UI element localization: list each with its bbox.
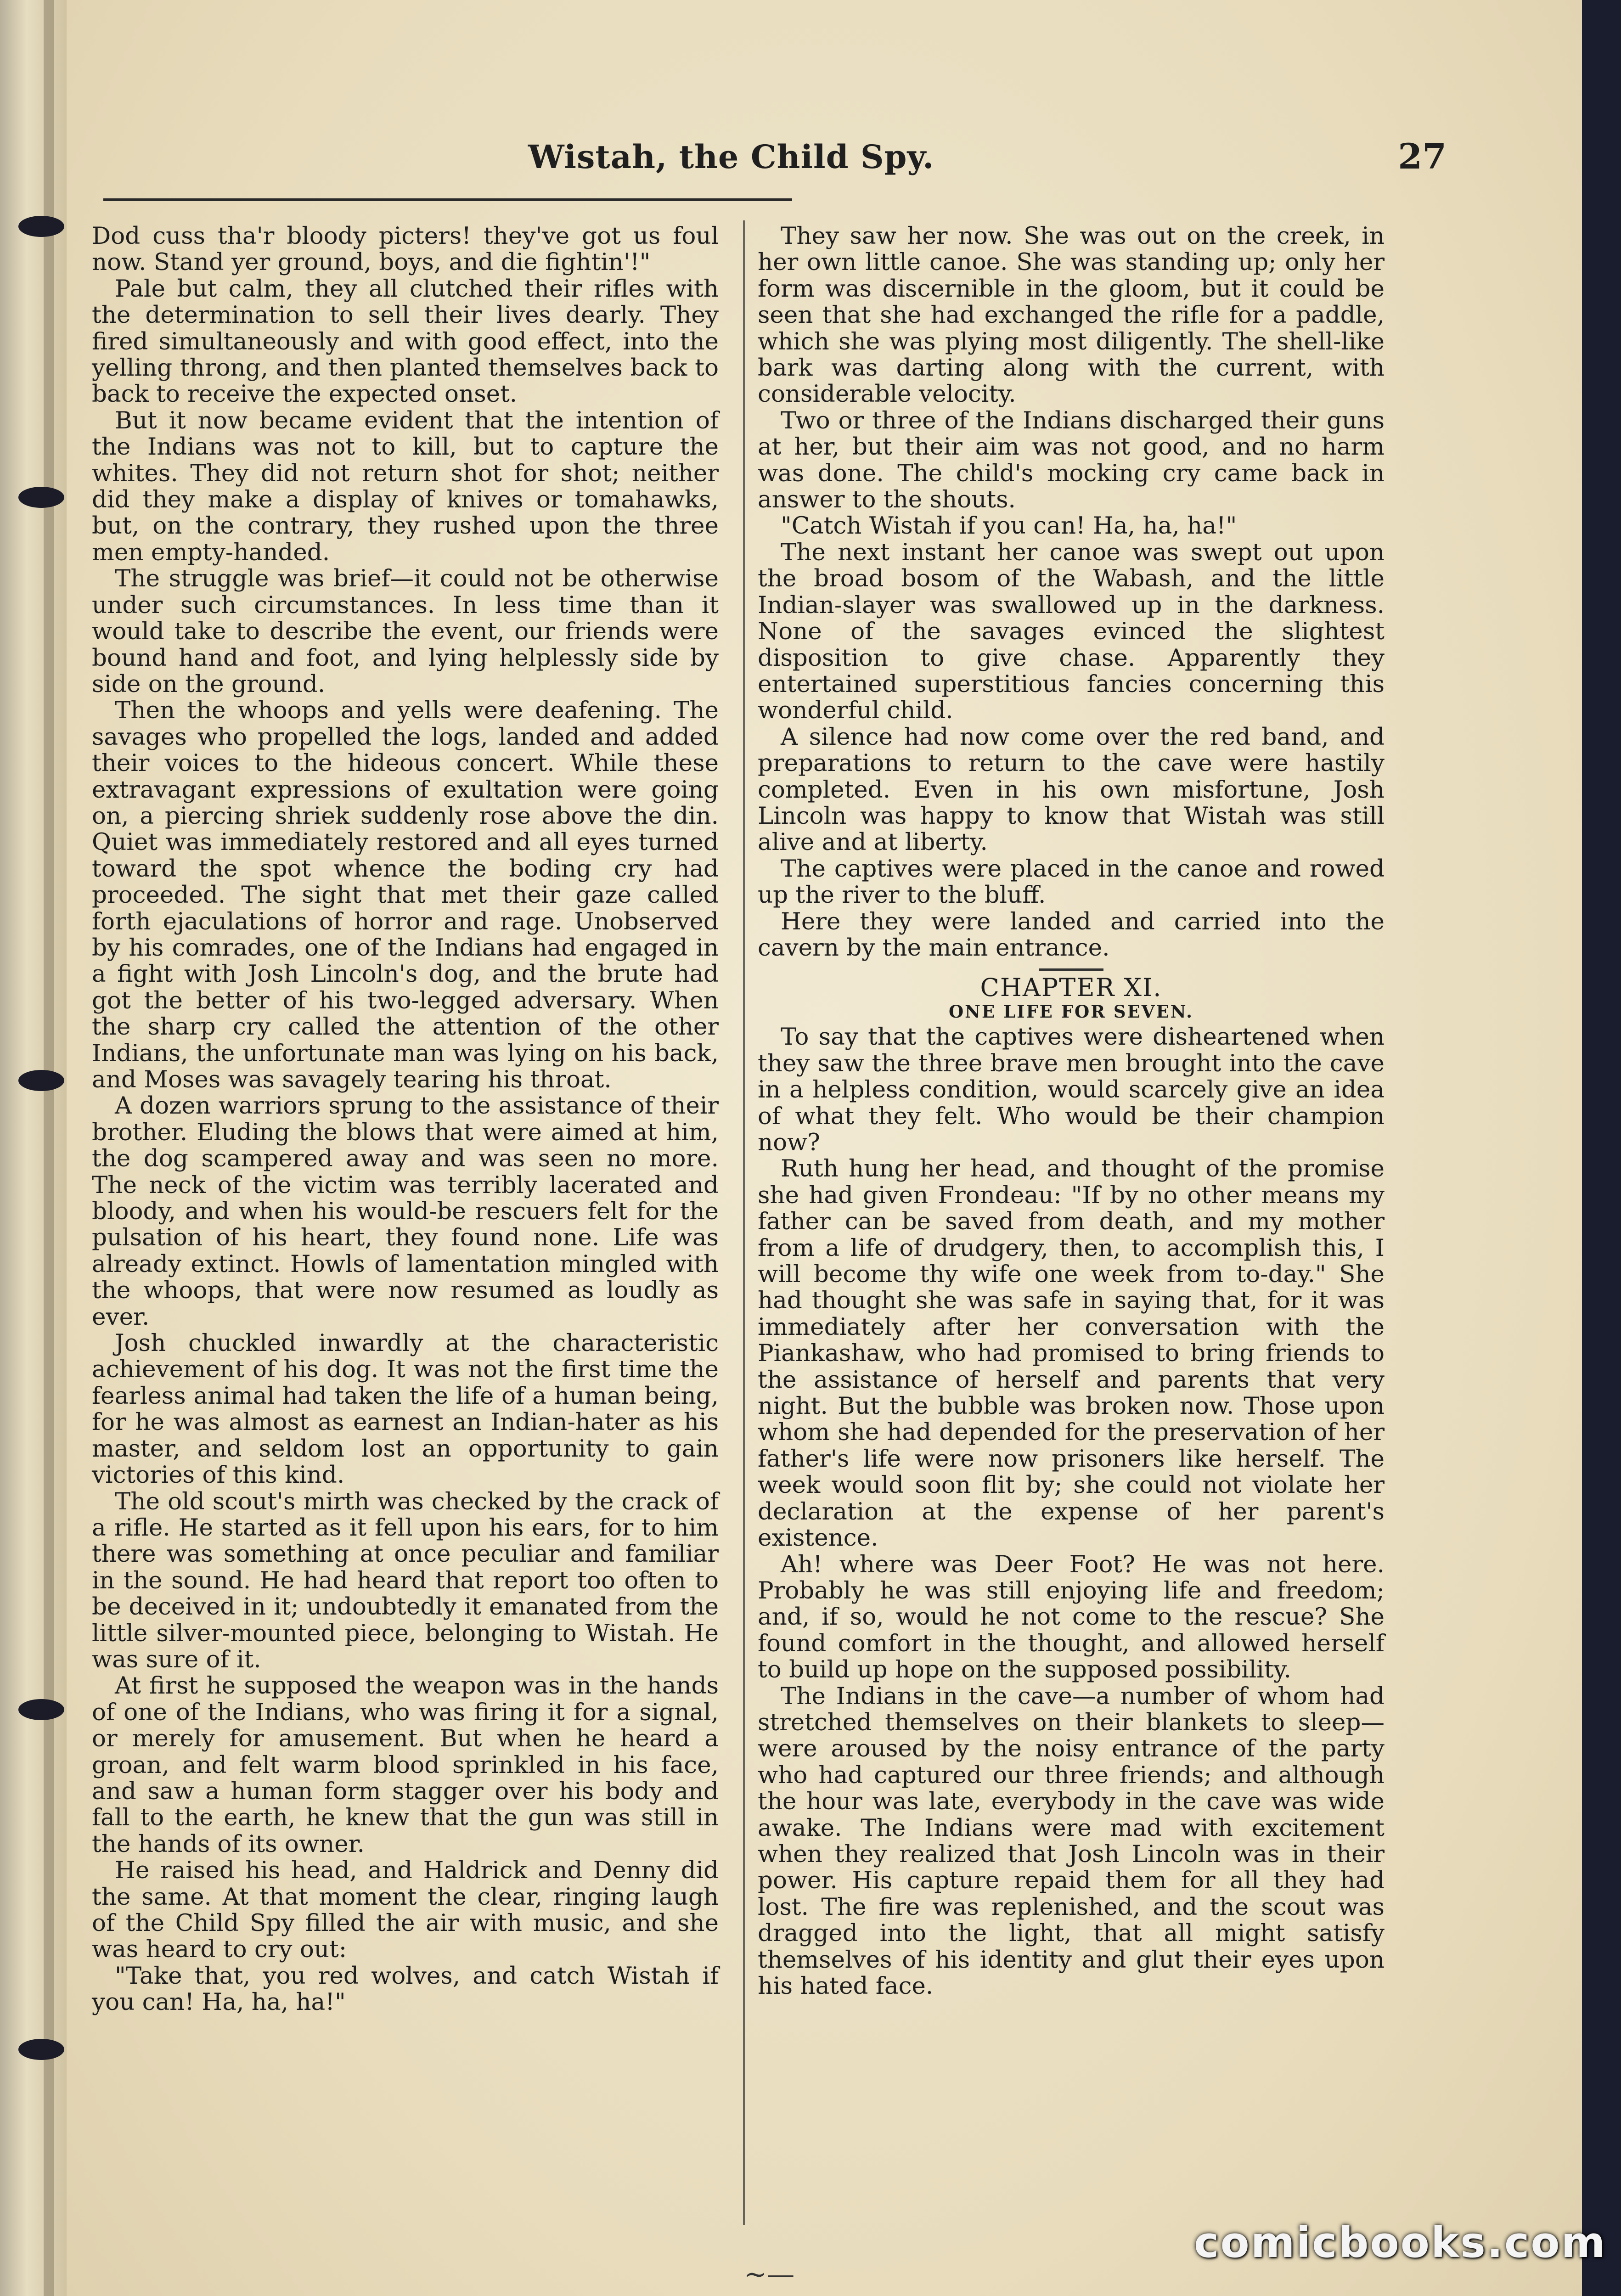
paragraph: Two or three of the Indians discharged their guns at her, but their aim was not good, and no harm was done. The child's mocking cry came back in answer to the shouts. xyxy=(758,406,1385,514)
header-rule xyxy=(103,198,792,201)
binding-stitch xyxy=(18,1070,64,1091)
page-number: 27 xyxy=(1398,136,1447,177)
chapter-subtitle: ONE LIFE FOR SEVEN. xyxy=(948,1002,1194,1022)
binding-stitch xyxy=(18,216,64,237)
paragraph: The old scout's mirth was checked by the crack of a rifle. He started as it fell upon his ears, for to him there was something at once peculiar and familiar in the sound. He had heard that report too often to be deceived in it; undoubtedly it emanated from the little silver-mounted piece, belonging to Wistah. He was sure of it. xyxy=(92,1487,719,1673)
paragraph: "Catch Wistah if you can! Ha, ha, ha!" xyxy=(781,512,1237,540)
paragraph: Pale but calm, they all clutched their rifles with the determination to sell their lives dearly. They fired simultaneously and with good effect, into the yelling throng, and then planted themselves back to back to receive the expected onset. xyxy=(92,275,719,408)
paragraph: A silence had now come over the red band, and preparations to return to the cave were hastily completed. Even in his own misfortune, Josh Lincoln was happy to know that Wistah was still alive and at liberty. xyxy=(758,723,1385,856)
paragraph: The next instant her canoe was swept out upon the broad bosom of the Wabash, and the little Indian-slayer was swallowed up in the darkness. None of the savages evinced the slightest disposition to give chase. Apparently they entertained superstitious fancies concerning this wonderful child. xyxy=(758,538,1385,725)
running-header-title: Wistah, the Child Spy. xyxy=(528,138,934,176)
binding-stitch xyxy=(18,1699,64,1720)
paragraph: Ruth hung her head, and thought of the promise she had given Frondeau: "If by no other means my father can be saved from death, and my mother from a life of drudgery, then, to accomplish this, I will become thy wife one week from to-day." She had thought she was safe in saying that, for it was immediately after her conversation with the Piankashaw, who had promised to bring friends to the assistance of herself and parents that very night. But the bubble was broken now. Those upon whom she had depended for the preservation of her father's life were now prisoners like herself. The week would soon flit by; she could not violate her declaration at the expense of her parent's existence. xyxy=(758,1155,1385,1552)
paragraph: To say that the captives were disheartened when they saw the three brave men brought into the cave in a helpless condition, would scarcely give an idea of what they felt. Who would be their champion now? xyxy=(758,1023,1385,1156)
left-text-column xyxy=(92,223,719,2016)
paragraph: Here they were landed and carried into the cavern by the main entrance. xyxy=(758,907,1385,962)
binding-edge xyxy=(44,0,54,2296)
ornament-flourish-icon: ∼— xyxy=(744,2258,795,2290)
paragraph: At first he supposed the weapon was in the hands of one of the Indians, who was firing it for a signal, or merely for amusement. But when he heard a groan, and felt warm blood sprinkled in his face, and saw a human form stagger over his body and fall to the earth, he knew that the gun was still in the hands of its owner. xyxy=(92,1672,719,1858)
paragraph: The Indians in the cave—a number of whom had stretched themselves on their blankets to sleep—were aroused by the noisy entrance of the party who had captured our three friends; and although the hour was late, everybody in the cave was wide awake. The Indians were mad with excitement when they realized that Josh Lincoln was in their power. His capture repaid them for all they had lost. The fire was replenished, and the scout was dragged into the light, that all might satisfy themselves of his identity and glut their eyes upon his hated face. xyxy=(758,1682,1385,2000)
binding-stitch xyxy=(18,2039,64,2060)
chapter-title: CHAPTER XI. xyxy=(980,973,1162,1002)
site-watermark: comicbooks.com xyxy=(1194,2218,1607,2267)
cover-board xyxy=(1582,0,1621,2296)
paragraph: The captives were placed in the canoe and rowed up the river to the bluff. xyxy=(758,855,1385,909)
paragraph: A dozen warriors sprung to the assistance of their brother. Eluding the blows that were aimed at him, the dog scampered away and was seen no more. The neck of the victim was terribly lacerated and bloody, and when his would-be rescuers felt for the pulsation of his heart, they found none. Life was already extinct. Howls of lamentation mingled with the whoops, that were now resumed as loudly as ever. xyxy=(92,1092,719,1331)
right-text-column xyxy=(758,223,1385,1999)
paragraph: Then the whoops and yells were deafening. The savages who propelled the logs, landed and added their voices to the hideous concert. While these extravagant expressions of exultation were going on, a piercing shriek suddenly rose above the din. Quiet was immediately restored and all eyes turned toward the spot whence the boding cry had proceeded. The sight that met their gaze called forth ejaculations of horror and rage. Unobserved by his comrades, one of the Indians had engaged in a fight with Josh Lincoln's dog, and the brute had got the better of his two-legged adversary. When the sharp cry called the attention of the other Indians, the unfortunate man was lying on his back, and Moses was savagely tearing his throat. xyxy=(92,697,719,1093)
chapter-rule xyxy=(1039,968,1103,971)
paragraph: Dod cuss tha'r bloody picters! they've got us foul now. Stand yer ground, boys, and die fightin'!" xyxy=(92,222,719,276)
paragraph: "Take that, you red wolves, and catch Wistah if you can! Ha, ha, ha!" xyxy=(92,1962,719,2016)
binding-stitch xyxy=(18,487,64,508)
paragraph: Ah! where was Deer Foot? He was not here. Probably he was still enjoying life and freedom; and, if so, would he not come to the rescue? She found comfort in the thought, and allowed herself to build up hope on the supposed possibility. xyxy=(758,1550,1385,1684)
column-divider xyxy=(743,220,745,2225)
paragraph: They saw her now. She was out on the creek, in her own little canoe. She was standing up; only her form was discernible in the gloom, but it could be seen that she had exchanged the rifle for a paddle, which she was plying most diligently. The shell-like bark was darting along with the current, with considerable velocity. xyxy=(758,222,1385,408)
paragraph: Josh chuckled inwardly at the characteristic achievement of his dog. It was not the first time the fearless animal had taken the life of a human being, for he was almost as earnest an Indian-hater as his master, and seldom lost an opportunity to gain victories of this kind. xyxy=(92,1329,719,1489)
paragraph: The struggle was brief—it could not be otherwise under such circumstances. In less time than it would take to describe the event, our friends were bound hand and foot, and lying helplessly side by side on the ground. xyxy=(92,565,719,698)
paragraph: But it now became evident that the intention of the Indians was not to kill, but to capture the whites. They did not return shot for shot; neither did they make a display of knives or tomahawks, but, on the contrary, they rushed upon the three men empty-handed. xyxy=(92,406,719,566)
paragraph: He raised his head, and Haldrick and Denny did the same. At that moment the clear, ringing laugh of the Child Spy filled the air with music, and she was heard to cry out: xyxy=(92,1857,719,1964)
book-binding xyxy=(0,0,67,2296)
